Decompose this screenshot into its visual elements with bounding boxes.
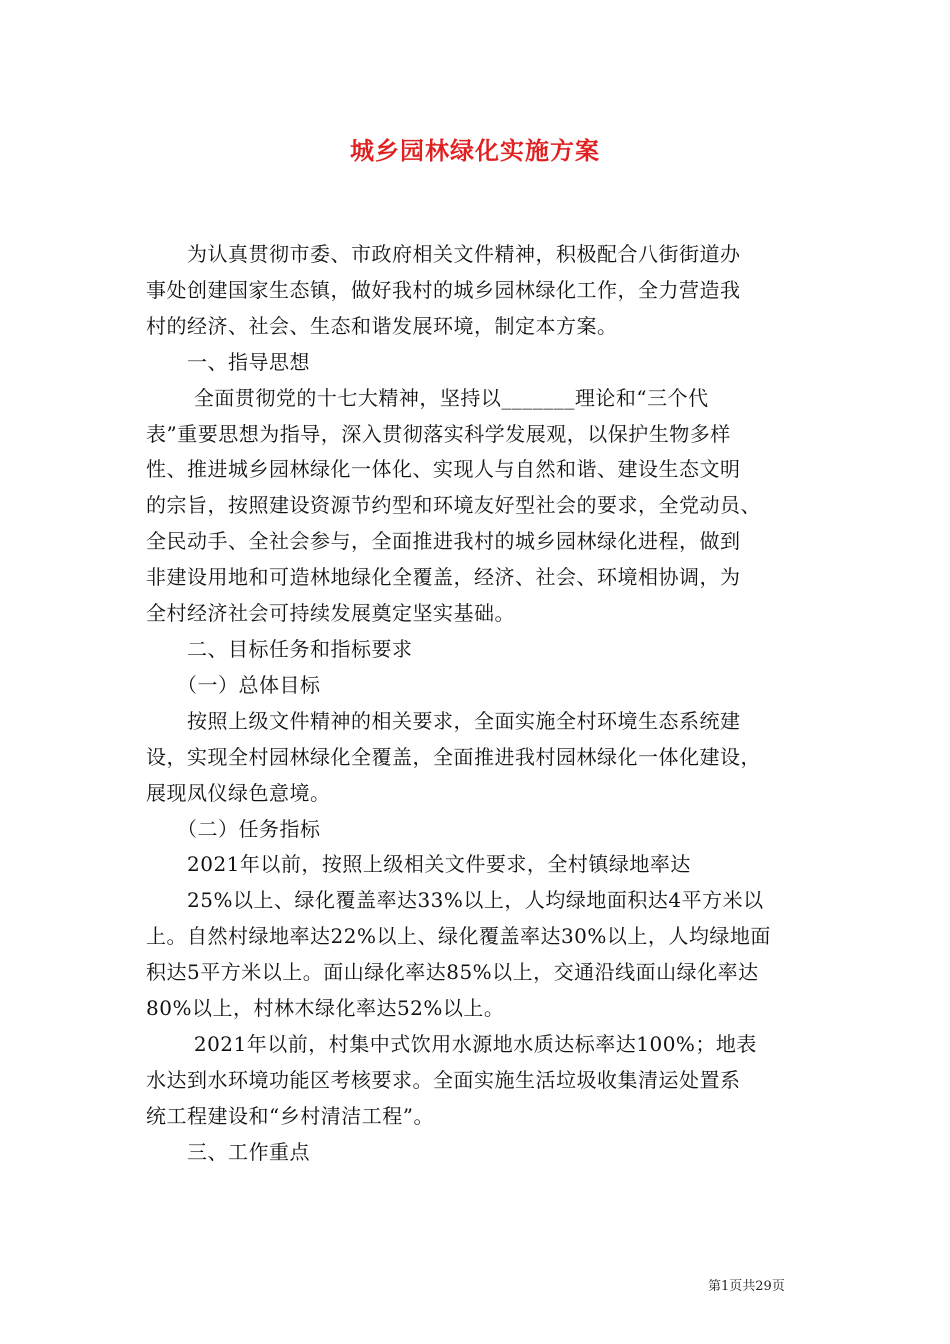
body-line: 全面贯彻党的十七大精神，坚持以_______理论和“三个代 — [146, 385, 709, 410]
body-line: 村的经济、社会、生态和谐发展环境，制定本方案。 — [146, 313, 618, 338]
body-line: 事处创建国家生态镇，做好我村的城乡园林绿化工作，全力营造我 — [146, 277, 741, 302]
document-title: 城乡园林绿化实施方案 — [350, 136, 600, 165]
body-line: 2021年以前，村集中式饮用水源地水质达标率达100%；地表 — [146, 1031, 757, 1056]
document-body — [146, 237, 811, 1171]
body-line: 25%以上、绿化覆盖率达33%以上，人均绿地面积达4平方米以 — [146, 888, 764, 913]
body-line: 展现凤仪绿色意境。 — [146, 780, 331, 805]
section-heading: 一、指导思想 — [146, 349, 310, 374]
body-line: 全民动手、全社会参与，全面推进我村的城乡园林绿化进程，做到 — [146, 529, 741, 554]
subsection-heading: （二）任务指标 — [146, 816, 321, 841]
body-line: 的宗旨，按照建设资源节约型和环境友好型社会的要求，全党动员、 — [146, 493, 761, 518]
body-line: 全村经济社会可持续发展奠定坚实基础。 — [146, 601, 515, 626]
body-line: 按照上级文件精神的相关要求，全面实施全村环境生态系统建 — [146, 708, 741, 733]
body-line: 非建设用地和可造林地绿化全覆盖，经济、社会、环境相协调，为 — [146, 565, 741, 590]
body-line: 性、推进城乡园林绿化一体化、实现人与自然和谐、建设生态文明 — [146, 457, 741, 482]
body-line: 2021年以前，按照上级相关文件要求，全村镇绿地率达 — [146, 852, 691, 877]
subsection-heading: （一）总体目标 — [146, 672, 321, 697]
section-heading: 三、工作重点 — [146, 1139, 310, 1164]
body-line: 80%以上，村林木绿化率达52%以上。 — [146, 996, 505, 1021]
body-line: 设，实现全村园林绿化全覆盖，全面推进我村园林绿化一体化建设， — [146, 744, 761, 769]
section-heading: 二、目标任务和指标要求 — [146, 636, 413, 661]
body-line: 积达5平方米以上。面山绿化率达85%以上，交通沿线面山绿化率达 — [146, 960, 759, 985]
body-line: 水达到水环境功能区考核要求。全面实施生活垃圾收集清运处置系 — [146, 1067, 741, 1092]
body-line: 为认真贯彻市委、市政府相关文件精神，积极配合八街街道办 — [146, 242, 741, 266]
page-number: 第1页共29页 — [708, 1279, 785, 1294]
body-line: 上。自然村绿地率达22%以上、绿化覆盖率达30%以上，人均绿地面 — [146, 924, 771, 949]
body-line: 统工程建设和“乡村清洁工程”。 — [146, 1103, 434, 1128]
body-line: 表”重要思想为指导，深入贯彻落实科学发展观，以保护生物多样 — [146, 421, 731, 446]
